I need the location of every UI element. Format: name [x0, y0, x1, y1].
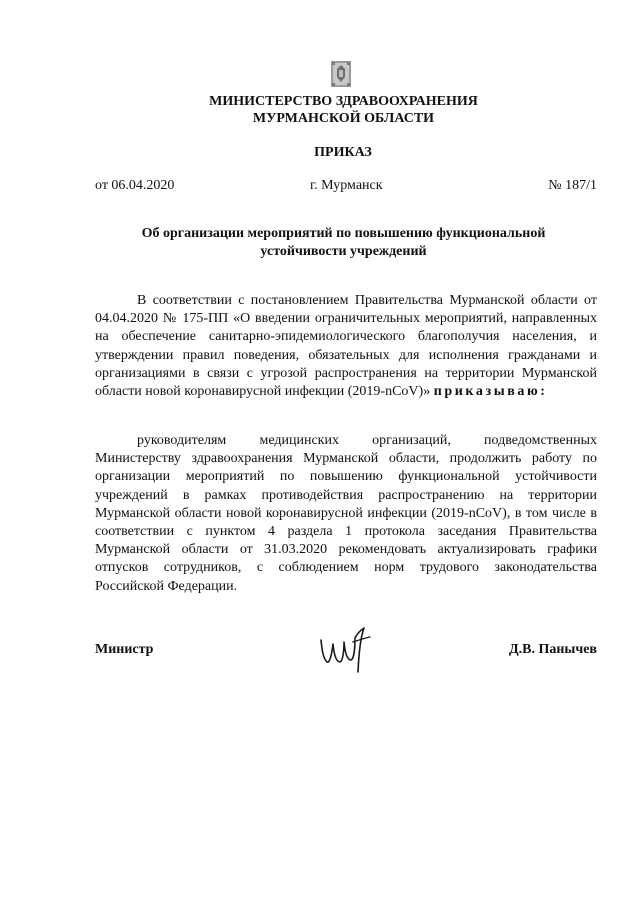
document-subject — [0, 225, 640, 261]
signatory-name: Д.В. Панычев — [508, 642, 597, 657]
coat-of-arms-icon — [330, 60, 352, 88]
document-city: г. Мурманск — [310, 178, 383, 193]
ministry-line-1: МИНИСТЕРСТВО ЗДРАВООХРАНЕНИЯ — [209, 94, 478, 109]
signature-block — [95, 640, 597, 670]
subject-line-1: Об организации мероприятий по повышению функциональной — [141, 226, 546, 241]
document-meta — [95, 178, 597, 196]
ministry-name — [0, 93, 640, 127]
document-date: от 06.04.2020 — [95, 178, 175, 193]
preamble-paragraph — [95, 292, 597, 401]
ministry-line-2: МУРМАНСКОЙ ОБЛАСТИ — [252, 111, 435, 126]
subject-line-2: устойчивости учреждений — [260, 244, 427, 259]
document-type: ПРИКАЗ — [314, 145, 372, 160]
handwritten-signature-icon — [317, 622, 373, 674]
document-number: № 187/1 — [548, 178, 597, 193]
signatory-title: Министр — [95, 642, 154, 657]
preamble-text: В соответствии с постановлением Правительства Мурманской области от 04.04.2020 № 175-ПП «О введении ограничительных мероприятий, направленных на обеспечение санитарно-эпидемиологического благополучия населения, и утверждении правил поведения, обязательных для исполнения гражданами и организациями в связи с угрозой распространения на территории Мурманской области новой коронавирусной инфекции (2019-nCoV)» — [95, 293, 597, 400]
order-directive: приказываю: — [433, 384, 548, 400]
instruction-paragraph: руководителям медицинских организаций, подведомственных Министерству здравоохранения Мурманской области, продолжить работу по организации мероприятий по повышению функциональной устойчивости учреждений в рамках противодействия распространению на территории Мурманской области новой коронавирусной инфекции (2019-nCoV), в том числе в соответствии с пунктом 4 раздела 1 протокола заседания Правительства Мурманской области от 31.03.2020 рекомендовать актуализировать графики отпусков сотрудников, с соблюдением норм трудового законодательства Российской Федерации. — [95, 433, 597, 594]
